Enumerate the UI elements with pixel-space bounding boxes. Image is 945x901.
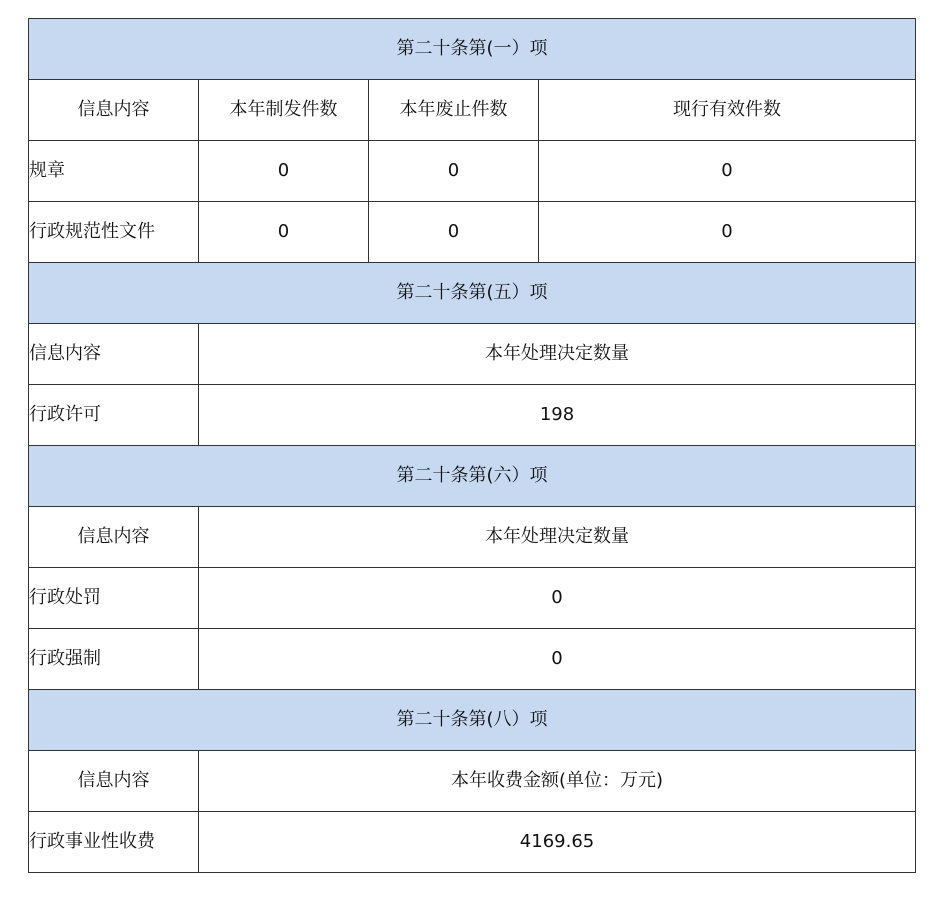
abolished-count: 0 — [369, 141, 539, 202]
abolished-count: 0 — [369, 202, 539, 263]
column-header-row — [29, 80, 916, 141]
header-info-content: 信息内容 — [29, 80, 199, 141]
section-header-1 — [29, 19, 916, 80]
valid-count: 0 — [539, 202, 916, 263]
row-label: 行政强制 — [29, 629, 199, 690]
fee-amount: 4169.65 — [199, 812, 916, 873]
row-label: 规章 — [29, 141, 199, 202]
column-header-row — [29, 324, 916, 385]
column-header-row — [29, 507, 916, 568]
valid-count: 0 — [539, 141, 916, 202]
header-abolished-count: 本年废止件数 — [369, 80, 539, 141]
column-header-row — [29, 751, 916, 812]
table-row — [29, 141, 916, 202]
row-label: 行政规范性文件 — [29, 202, 199, 263]
section-header-8 — [29, 690, 916, 751]
row-label: 行政许可 — [29, 385, 199, 446]
section-title: 第二十条第(一）项 — [29, 19, 916, 80]
section-title: 第二十条第(六）项 — [29, 446, 916, 507]
table-row — [29, 568, 916, 629]
header-fee-amount: 本年收费金额(单位：万元) — [199, 751, 916, 812]
table-row — [29, 385, 916, 446]
header-decision-count: 本年处理决定数量 — [199, 507, 916, 568]
issued-count: 0 — [199, 202, 369, 263]
header-issued-count: 本年制发件数 — [199, 80, 369, 141]
section-title: 第二十条第(八）项 — [29, 690, 916, 751]
table-row — [29, 202, 916, 263]
decision-count: 0 — [199, 568, 916, 629]
header-valid-count: 现行有效件数 — [539, 80, 916, 141]
section-header-6 — [29, 446, 916, 507]
row-label: 行政事业性收费 — [29, 812, 199, 873]
table-row — [29, 812, 916, 873]
decision-count: 0 — [199, 629, 916, 690]
info-disclosure-table — [28, 18, 916, 873]
section-title: 第二十条第(五）项 — [29, 263, 916, 324]
section-header-5 — [29, 263, 916, 324]
row-label: 行政处罚 — [29, 568, 199, 629]
decision-count: 198 — [199, 385, 916, 446]
header-info-content: 信息内容 — [29, 324, 199, 385]
issued-count: 0 — [199, 141, 369, 202]
header-info-content: 信息内容 — [29, 507, 199, 568]
header-decision-count: 本年处理决定数量 — [199, 324, 916, 385]
table-row — [29, 629, 916, 690]
header-info-content: 信息内容 — [29, 751, 199, 812]
